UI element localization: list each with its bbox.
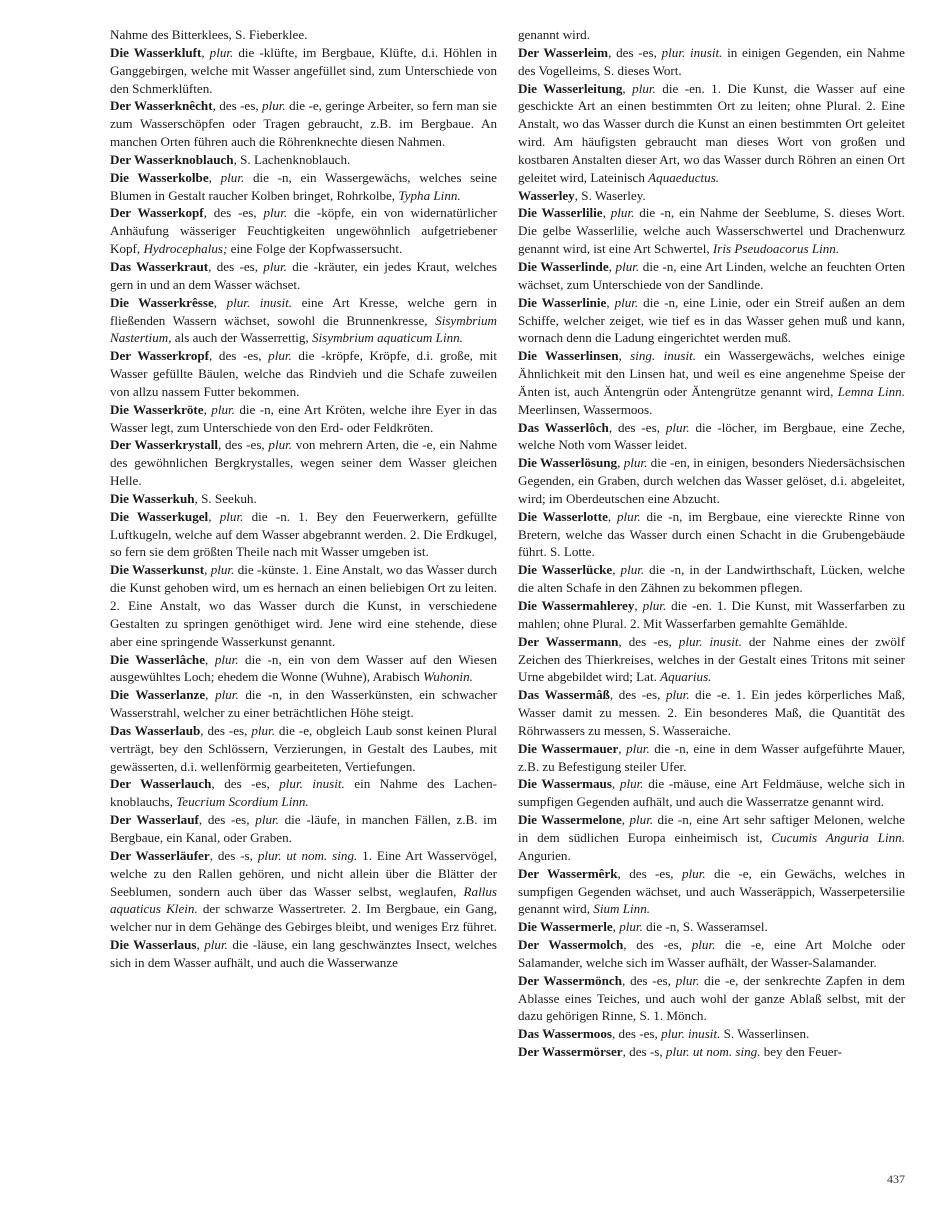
dictionary-entry xyxy=(110,294,497,348)
dictionary-entry xyxy=(110,561,497,650)
entry-headword: Die Wassermauer xyxy=(518,740,619,756)
entry-text: , xyxy=(612,562,621,578)
dictionary-entry xyxy=(518,633,905,687)
dictionary-entry xyxy=(518,258,905,294)
dictionary-entry xyxy=(110,811,497,847)
entry-italic-text: plur. xyxy=(629,812,654,828)
left-column xyxy=(110,26,497,972)
entry-italic-text: plur. ut nom. sing. xyxy=(665,1044,761,1060)
entry-italic-text: plur. inusit. xyxy=(661,1026,721,1042)
entry-headword: Der Wassermêrk xyxy=(518,865,618,881)
entry-text: , xyxy=(606,294,615,310)
entry-text: , xyxy=(634,598,643,613)
dictionary-entry xyxy=(518,419,905,455)
entry-text: als auch der Wasserrettig, xyxy=(171,330,312,346)
entry-italic-text: plur. xyxy=(251,722,275,738)
right-column xyxy=(518,26,905,1061)
entry-italic-text: plur. inusit. xyxy=(279,776,345,792)
dictionary-entry xyxy=(518,454,905,508)
entry-text: , des -es, xyxy=(623,937,692,953)
entry-italic-text: Lemna Linn. xyxy=(837,383,905,399)
entry-italic-text: plur. xyxy=(632,80,656,96)
entry-text: , xyxy=(205,651,215,667)
entry-text: die -n, eine Art sehr saftiger Melonen, welche in dem südlichen Europa einheimisch ist, xyxy=(518,812,905,845)
entry-headword: Die Wasserlösung xyxy=(518,455,618,471)
entry-text: die -klüfte, im Bergbaue, Klüfte, d.i. Höhlen in Ganggebirgen, welche mit Wasser angefüllet sind, zum Unterschiede von den Schmerklüften. xyxy=(110,44,497,96)
entry-italic-text: plur. xyxy=(617,508,641,524)
entry-headword: Die Wasserkuh xyxy=(110,490,195,506)
entry-headword: Das Wassermoos xyxy=(518,1026,612,1042)
dictionary-entry xyxy=(518,597,905,633)
entry-italic-text: plur. xyxy=(681,865,706,881)
entry-italic-text: Iris Pseudoacorus Linn. xyxy=(712,241,840,257)
entry-italic-text: Sium Linn. xyxy=(593,901,651,917)
entry-text: die -mäuse, eine Art Feldmäuse, welche sich in sumpfigen Gegenden aufhält, und auch die Wasserratze genannt wird. xyxy=(518,776,905,810)
entry-italic-text: plur. inusit. xyxy=(678,633,742,649)
dictionary-entry xyxy=(110,151,497,169)
entry-italic-text: plur. xyxy=(626,740,650,756)
entry-text: die -e, ein Gewächs, welches in sumpfigen Gegenden wächset, und auch Wasseräppich, Wasserpetersilie genannt wird, xyxy=(518,865,905,917)
dictionary-entry xyxy=(110,508,497,562)
entry-text: die -e. 1. Ein jedes körperliches Maß, Wasser damit zu messen. 2. Ein besonderes Maß, die Quantität des Röhrwassers zu messen, S. Wasseraiche. xyxy=(518,687,905,738)
entry-headword: Die Wasserlilie xyxy=(518,205,603,221)
dictionary-entry xyxy=(110,436,497,490)
entry-text: , des -s, xyxy=(622,1044,666,1060)
entry-headword: Der Wasserlauch xyxy=(110,776,212,792)
dictionary-entry xyxy=(518,972,905,1026)
dictionary-entry xyxy=(110,936,497,972)
entry-text: die -löcher, im Bergbaue, eine Zeche, welche Noth vom Wasser leidet. xyxy=(518,419,906,453)
entry-headword: Die Wasserkolbe xyxy=(110,169,209,185)
entry-text: , des -es, xyxy=(608,44,662,60)
entry-text: , S. Seekuh. xyxy=(194,490,257,506)
entry-italic-text: plur. xyxy=(615,258,640,274)
entry-italic-text: plur. xyxy=(262,98,286,114)
entry-text: , xyxy=(205,687,216,703)
entry-italic-text: plur. xyxy=(263,258,287,274)
entry-text: , des -es, xyxy=(621,972,676,988)
entry-text: , xyxy=(618,348,631,364)
dictionary-entry xyxy=(518,80,905,187)
entry-headword: Der Wassermönch xyxy=(518,972,622,988)
entry-text: die -n. 1. Bey den Feuerwerkern, gefüllte Luftkugeln, welche auf dem Wasser abgebrannt werden. 2. Die Erdkugel, so fern sie dem größten Theile nach mit Wasser umgeben ist. xyxy=(110,508,497,560)
entry-italic-text: plur. xyxy=(211,401,235,417)
entry-italic-text: plur. xyxy=(268,348,292,364)
entry-headword: Die Wasserlotte xyxy=(518,508,608,524)
dictionary-entry xyxy=(518,1025,905,1043)
dictionary-entry xyxy=(518,561,905,597)
entry-text: eine Art Kresse, welche gern in fließenden Wassern wächset, sowohl die Brunnenkresse, xyxy=(110,294,497,328)
entry-headword: Das Wasserkraut xyxy=(110,258,209,274)
entry-text: die -kräuter, ein jedes Kraut, welches gern in und an dem Wasser wächset. xyxy=(110,258,497,292)
entry-text: , xyxy=(618,740,627,756)
entry-text: die -n, eine Linie, oder ein Streif außen an dem Schiffe, welcher zeiget, wie tief es in das Wasser gehen muß und kann, wornach denn die Ladung eingerichtet werden muß. xyxy=(518,294,906,346)
entry-italic-text: plur. xyxy=(620,562,645,578)
entry-text: , des -es, xyxy=(609,687,666,703)
entry-headword: Die Wasserlinsen xyxy=(518,348,619,364)
entry-text: , des -es, xyxy=(618,633,679,649)
entry-text: die -en. 1. Die Kunst, die Wasser auf eine geschickte Art an einen bestimmten Ort zu leiten; ohne Plural. 2. Eine Anstalt, wo das Wasser durch die Kunst an einen bestimmten Ort geleitet wird. Am häufigsten gebraucht man dieses Wort von großen und kostbaren Anstalten dieser Art, wo das Wasser durch Röhren an einen Ort geleitet wird, Lateinisch xyxy=(518,80,905,185)
entry-italic-text: plur. xyxy=(204,937,228,953)
entry-text: die -kröpfe, Kröpfe, d.i. große, mit Wasser gefüllte Bäulen, welche das Rindvieh und die Schafe zuweilen von allzu nassem Futter bekommen. xyxy=(110,348,497,399)
entry-text: Angurien. xyxy=(518,847,571,863)
entry-italic-text: plur. xyxy=(268,437,293,453)
entry-italic-text: Aquaeductus. xyxy=(648,169,720,185)
entry-text: die -n, im Bergbaue, eine viereckte Rinne von Bretern, welche das Wasser durch einen Schacht in die Grubengebäude führt. S. Lotte. xyxy=(518,508,905,560)
entry-text: , des -es, xyxy=(608,419,666,435)
entry-text: , xyxy=(612,919,620,935)
dictionary-entry xyxy=(518,508,905,562)
entry-italic-text: plur. xyxy=(209,44,234,60)
page-number: 437 xyxy=(887,1172,905,1186)
entry-italic-text: plur. xyxy=(255,812,279,828)
entry-italic-text: Teucrium Scordium Linn. xyxy=(176,794,309,810)
entry-headword: Der Wasserleim xyxy=(518,44,609,60)
entry-text: bey den Feuer- xyxy=(760,1044,843,1060)
entry-text: , xyxy=(621,812,630,828)
entry-text: der Nahme eines der zwölf Zeichen des Thierkreises, welches in der Gestalt eines Tritons mit seiner Urne abgebildet wird; Lat. xyxy=(518,633,905,685)
entry-text: die -läuse, ein lang geschwänztes Insect, welches sich in dem Wasser aufhält, und auch die Wasserwanze xyxy=(110,937,498,970)
dictionary-entry xyxy=(518,775,905,811)
entry-headword: Die Wasserlücke xyxy=(518,562,613,578)
dictionary-entry xyxy=(110,847,497,936)
entry-text: , des -es, xyxy=(217,437,269,453)
entry-headword: Der Wassermolch xyxy=(518,937,624,953)
entry-text: in einigen Gegenden, ein Nahme des Vogelleims, S. dieses Wort. xyxy=(518,44,905,78)
entry-text: , des -s, xyxy=(209,847,258,863)
entry-italic-text: Rallus aquaticus Klein. xyxy=(110,883,497,917)
entry-text: die -en. 1. Die Kunst, mit Wasserfarben zu mahlen; ohne Plural. 2. Mit Wasserfarben gemahlte Gemählde. xyxy=(518,598,906,631)
dictionary-entry xyxy=(518,686,905,740)
entry-text: , xyxy=(602,205,611,221)
entry-text: die -köpfe, ein von widernatürlicher Anhäufung wässeriger Feuchtigkeiten ungewöhnlich aufgetriebener Kopf, xyxy=(110,205,497,257)
entry-text: , des -es, xyxy=(611,1026,662,1042)
entry-text: , xyxy=(622,80,633,96)
dictionary-entry xyxy=(518,44,905,80)
dictionary-entry xyxy=(518,811,905,865)
entry-text: , des -es, xyxy=(617,865,682,881)
entry-text: , xyxy=(208,169,221,185)
dictionary-entry xyxy=(110,775,497,811)
entry-italic-text: plur. xyxy=(642,598,667,613)
entry-headword: Die Wassermahlerey xyxy=(518,598,635,613)
entry-headword: Die Wasserlanze xyxy=(110,687,206,703)
dictionary-entry xyxy=(110,401,497,437)
entry-italic-text: plur. xyxy=(665,419,690,435)
entry-text: , xyxy=(608,258,616,274)
dictionary-entry xyxy=(110,204,497,258)
entry-headword: Der Wassermörser xyxy=(518,1044,623,1060)
entry-text: , S. Lachenknoblauch. xyxy=(233,151,351,167)
dictionary-entry xyxy=(110,490,497,508)
entry-headword: Der Wasserlauf xyxy=(110,812,199,828)
entry-text: ein Wassergewächs, welches einige Ähnlichkeit mit den Linsen hat, und weil es eine angenehme Speise der Änten ist, auch Äntengrün oder Äntengrütze genannt wird, xyxy=(518,348,905,399)
dictionary-entry xyxy=(110,686,497,722)
entry-italic-text: plur. xyxy=(675,972,700,988)
dictionary-entry xyxy=(518,936,905,972)
entry-italic-text: Wuhonin. xyxy=(423,669,473,685)
entry-headword: Der Wasserkopf xyxy=(110,205,204,221)
entry-text: genannt wird. xyxy=(518,27,590,42)
entry-headword: Die Wassermaus xyxy=(518,776,612,792)
entry-text: , des -es, xyxy=(208,258,264,274)
dictionary-entry xyxy=(110,169,497,205)
entry-text: , xyxy=(204,562,211,578)
entry-headword: Die Wassermerle xyxy=(518,919,613,935)
entry-headword: Die Wasserlaus xyxy=(110,937,197,953)
entry-text: S. Wasserlinsen. xyxy=(720,1026,810,1042)
entry-italic-text: sing. inusit. xyxy=(630,348,696,364)
entry-text: die -n, eine Art Kröten, welche ihre Eyer in das Wasser legt, zum Unterschiede von den Erd- oder Feldkröten. xyxy=(110,401,497,435)
entry-headword: Die Wasserkrêsse xyxy=(110,294,214,310)
entry-text: die -läufe, in manchen Fällen, z.B. im Bergbaue, ein Kanal, oder Graben. xyxy=(110,812,497,845)
entry-headword: Die Wasserlâche xyxy=(110,651,206,667)
entry-text: Nahme des Bitterklees, S. Fieberklee. xyxy=(110,27,308,42)
entry-headword: Der Wasserkrystall xyxy=(110,437,218,453)
entry-italic-text: Sisymbrium Nastertium, xyxy=(110,312,497,346)
entry-italic-text: Cucumis Anguria Linn. xyxy=(771,829,905,845)
entry-text: , des -es, xyxy=(212,98,263,114)
entry-italic-text: plur. xyxy=(614,294,639,310)
entry-text: die -e, obgleich Laub sonst keinen Plural verträgt, bey den Schlössern, Verzierungen, in Gestalt des Laubes, mit gewässerten, d.i. wellenförmig gearbeiteten, Vertiefungen. xyxy=(110,722,497,774)
entry-text: , xyxy=(208,508,220,524)
entry-text: die -e, geringe Arbeiter, so fern man sie zum Wasserschöpfen oder Tragen gebraucht, z.B. im Bergbaue. An manchen Orten führen auch die Röhrenknechte diesen Nahmen. xyxy=(110,98,497,150)
entry-italic-text: Typha Linn. xyxy=(398,187,461,203)
entry-italic-text: Aquarius. xyxy=(660,669,712,685)
entry-text: , xyxy=(213,294,227,310)
entry-text: , des -es, xyxy=(198,812,256,828)
entry-text: Meerlinsen, Wassermoos. xyxy=(518,401,653,417)
dictionary-entry xyxy=(110,258,497,294)
entry-text: , xyxy=(607,508,617,524)
entry-text: ein Nahme des Lachenknoblauchs, xyxy=(110,776,497,810)
entry-text: der schwarze Wassertreter. 2. Im Bergbaue, ein Gang, welcher nur in dem Gehänge des Gebirges bleibt, und weniges Erz führet. xyxy=(110,901,497,935)
entry-italic-text: plur. inusit. xyxy=(661,44,723,60)
entry-italic-text: plur. xyxy=(665,687,690,703)
entry-text: die -n, in den Wasserkünsten, ein schwacher Wasserstrahl, welcher zu einer beträchtlichen Höhe steigt. xyxy=(110,687,498,721)
entry-text: , xyxy=(611,776,620,792)
dictionary-entry xyxy=(518,347,905,418)
entry-headword: Die Wasserkugel xyxy=(110,508,209,524)
entry-text: , xyxy=(617,455,624,471)
entry-text: , xyxy=(203,401,212,417)
entry-headword: Die Wasserleitung xyxy=(518,80,623,96)
entry-italic-text: plur. xyxy=(691,937,716,953)
entry-text: , des -es, xyxy=(209,348,269,364)
entry-text: die -e, der senkrechte Zapfen in dem Ablasse eines Teiches, und auch wohl der ganze Ablaß selbst, mit der dazu gehörigen Rinne, S. 1. Mönch. xyxy=(518,972,905,1024)
dictionary-entry xyxy=(110,97,497,151)
entry-text: die -n, ein Wassergewächs, welches seine Blumen in Gestalt raucher Kolben bringet, Rohrkolbe, xyxy=(110,169,497,203)
entry-text: die -n, ein Nahme der Seeblume, S. dieses Wort. Die gelbe Wasserlilie, welche auch Wasserschwertel und Drachenwurz genannt wird, ist eine Art Schwertel, xyxy=(518,205,905,257)
dictionary-entry xyxy=(110,44,497,98)
entry-text: , xyxy=(201,44,210,60)
dictionary-entry xyxy=(518,865,905,919)
entry-italic-text: plur. xyxy=(623,455,648,471)
entry-text: , S. Waserley. xyxy=(574,187,646,203)
entry-italic-text: plur. xyxy=(263,205,288,221)
entry-italic-text: Hydrocephalus; xyxy=(143,241,228,257)
dictionary-entry xyxy=(110,347,497,401)
entry-text: eine Folge der Kopfwassersucht. xyxy=(227,241,403,257)
entry-headword: Der Wasserkropf xyxy=(110,348,210,364)
dictionary-entry xyxy=(518,1043,905,1061)
entry-text: die -n, ein von dem Wasser auf den Wiesen ausgewühltes Loch; ehedem die Wonne (Wuhne), Arabisch xyxy=(110,651,498,685)
entry-text: die -n, S. Wasseramsel. xyxy=(642,919,768,935)
entry-italic-text: plur. xyxy=(220,169,245,185)
entry-headword: Der Wasserknoblauch xyxy=(110,151,234,167)
entry-headword: Die Wasserlinde xyxy=(518,258,609,274)
entry-headword: Das Wasserlaub xyxy=(110,722,201,738)
entry-text: , xyxy=(196,937,205,953)
dictionary-entry xyxy=(518,26,905,44)
entry-text: die -e, eine Art Molche oder Salamander, welche sich im Wasser aufhält, der Wasser-Salamander. xyxy=(518,937,905,970)
entry-italic-text: plur. xyxy=(210,562,235,578)
dictionary-entry xyxy=(110,722,497,776)
entry-text: , des -es, xyxy=(200,722,252,738)
entry-italic-text: plur. xyxy=(214,651,239,667)
entry-headword: Das Wassermâß xyxy=(518,687,610,703)
entry-headword: Die Wasserkunst xyxy=(110,562,205,578)
dictionary-entry xyxy=(110,651,497,687)
entry-text: 1. Eine Art Wasservögel, welche zu den Rallen gehören, und nicht allein über die Blätter der Seeblumen, sondern auch über das Wasser selbst, weglaufen, xyxy=(110,847,497,899)
dictionary-entry xyxy=(518,918,905,936)
entry-text: die -n, eine in dem Wasser aufgeführte Mauer, z.B. zu Befestigung steiler Ufer. xyxy=(518,740,905,774)
entry-headword: Die Wasserkröte xyxy=(110,401,204,417)
entry-italic-text: plur. xyxy=(619,919,643,935)
dictionary-entry xyxy=(110,26,497,44)
entry-text: die -en, in einigen, besonders Niedersächsischen Gegenden, ein Graben, durch welchen das Wasser gelöset, d.i. abgeleitet, wird; im Oberdeutschen eine Abzucht. xyxy=(518,455,905,506)
entry-headword: Wasserley xyxy=(518,187,575,203)
entry-headword: Der Wasserknêcht xyxy=(110,98,213,114)
entry-italic-text: plur. xyxy=(610,205,635,221)
entry-italic-text: plur. ut nom. sing. xyxy=(257,847,358,863)
entry-italic-text: Sisymbrium aquaticum Linn. xyxy=(312,330,463,346)
entry-headword: Die Wasserkluft xyxy=(110,44,202,60)
entry-headword: Der Wassermann xyxy=(518,633,619,649)
entry-headword: Der Wasserläufer xyxy=(110,847,210,863)
entry-headword: Die Wassermelone xyxy=(518,812,622,828)
entry-text: von mehrern Arten, die -e, ein Nahme des gewöhnlichen Bergkrystalles, wegen seiner dem Wasser gleichen Helle. xyxy=(110,437,497,489)
entry-italic-text: plur. xyxy=(619,776,644,792)
entry-text: , des -es, xyxy=(203,205,264,221)
entry-text: die -künste. 1. Eine Anstalt, wo das Wasser durch die Kunst gehoben wird, um es hernach an einen beliebigen Ort zu leiten. 2. Eine Anstalt, wo das Wasser durch die Kunst, in verschiedene Gestalten zu springen genöthiget wird. Jene wird eine stehende, diese aber eine springende Wasserkunst genannt. xyxy=(110,562,498,649)
dictionary-entry xyxy=(518,294,905,348)
entry-headword: Die Wasserlinie xyxy=(518,294,607,310)
dictionary-entry xyxy=(518,187,905,205)
entry-italic-text: plur. xyxy=(219,508,244,524)
entry-italic-text: plur. inusit. xyxy=(226,294,293,310)
entry-text: die -n, eine Art Linden, welche an feuchten Orten wächset, zum Unterschiede von der Sandlinde. xyxy=(518,258,905,292)
entry-italic-text: plur. xyxy=(215,687,239,703)
dictionary-entry xyxy=(518,204,905,258)
entry-text: , des -es, xyxy=(211,776,280,792)
entry-text: die -n, in der Landwirthschaft, Lücken, welche die alten Schafe in den Zähnen zu bekommen pflegen. xyxy=(518,562,905,596)
entry-headword: Das Wasserlôch xyxy=(518,419,609,435)
dictionary-entry xyxy=(518,740,905,776)
